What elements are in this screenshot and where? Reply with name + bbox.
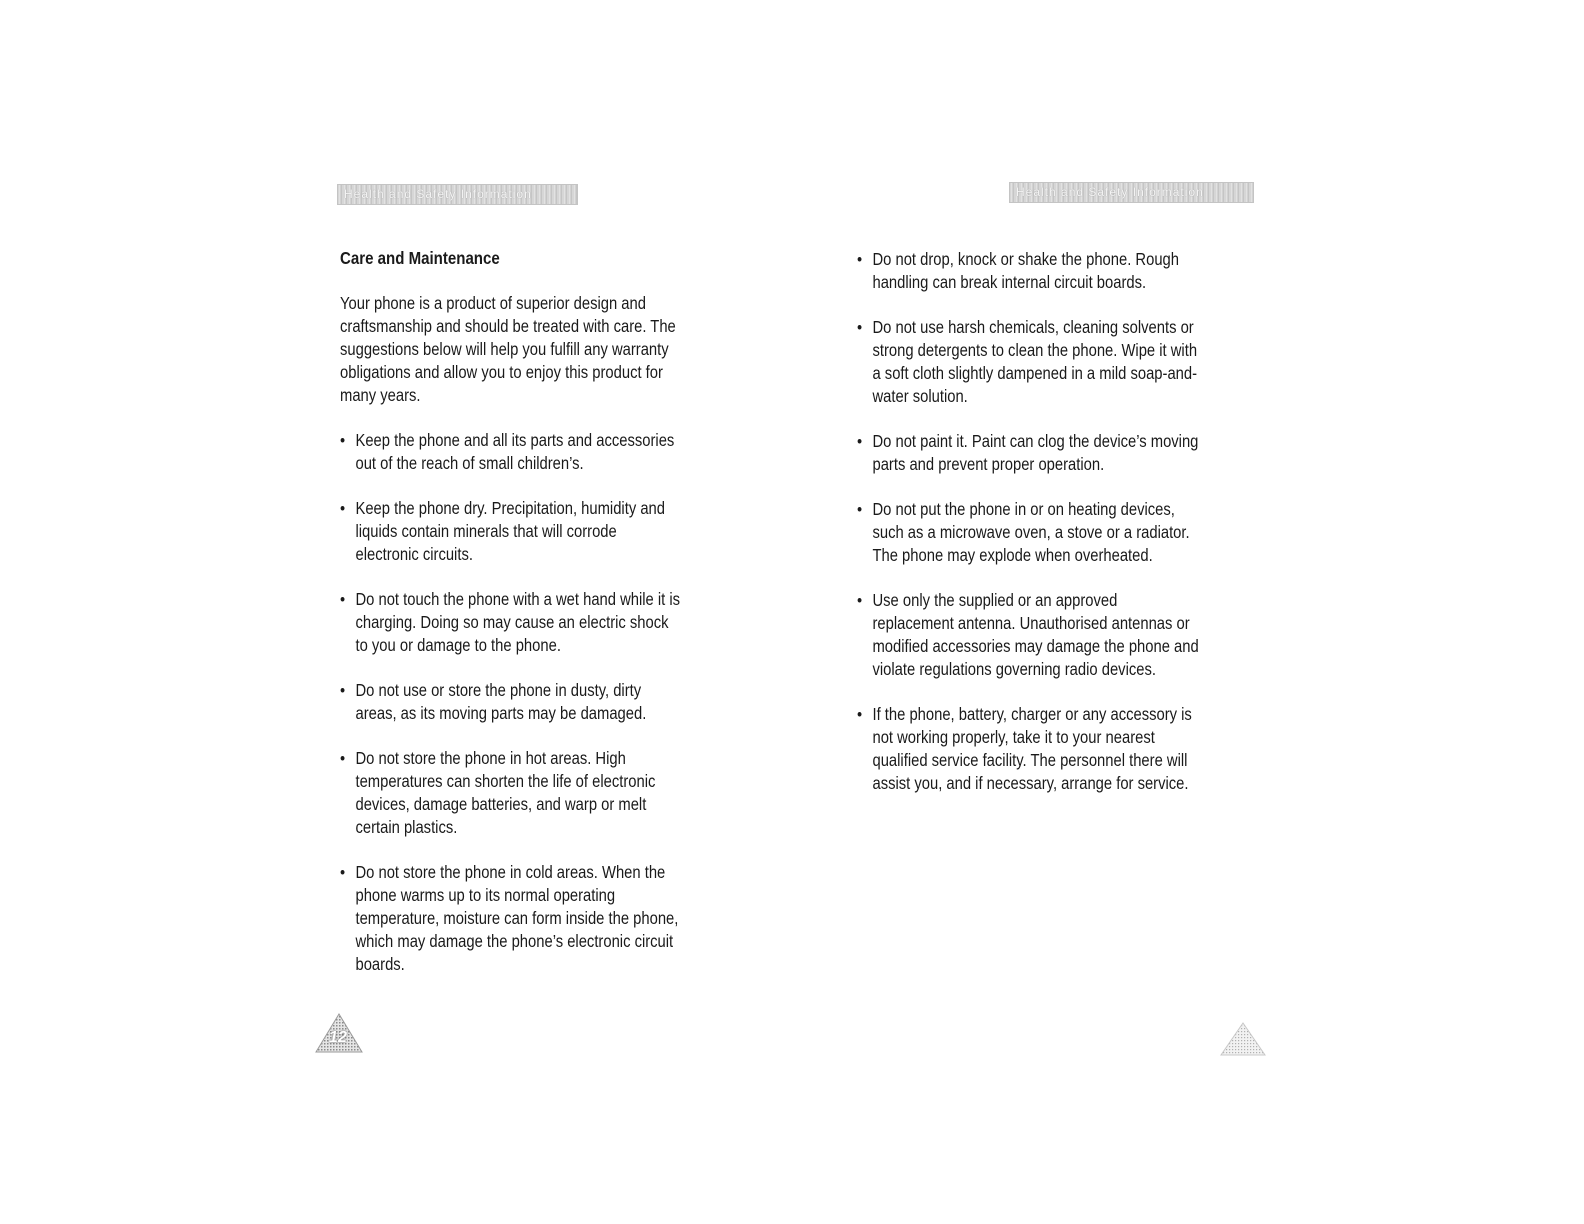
list-item: • Keep the phone dry. Precipitation, humidity and liquids contain minerals that will corrode electronic circuits. (340, 497, 684, 566)
left-section-header-text: Health and Safety Information (344, 187, 532, 201)
intro-paragraph: Your phone is a product of superior design and craftsmanship and should be treated with care. The suggestions below will help you fulfill any warranty obligations and allow you to enjoy this product for many years. (340, 293, 676, 405)
right-page-number-badge (1220, 1022, 1266, 1056)
list-item: • Do not use or store the phone in dusty, dirty areas, as its moving parts may be damaged. (340, 679, 684, 725)
list-item: • Do not store the phone in cold areas. When the phone warms up to its normal operating temperature, moisture can form inside the phone, which may damage the phone’s electronic circuit boards. (340, 861, 684, 976)
list-item: • Do not store the phone in hot areas. High temperatures can shorten the life of electronic devices, damage batteries, and warp or melt certain plastics. (340, 747, 684, 839)
triangle-icon (1220, 1022, 1266, 1056)
right-page-column (857, 248, 1201, 817)
list-item: • Do not put the phone in or on heating devices, such as a microwave oven, a stove or a radiator. The phone may explode when overheated. (857, 498, 1201, 567)
right-section-header (1009, 182, 1254, 203)
list-item: • Use only the supplied or an approved replacement antenna. Unauthorised antennas or modified accessories may damage the phone and violate regulations governing radio devices. (857, 589, 1201, 681)
right-section-header-text: Health and Safety Information (1016, 185, 1204, 199)
left-section-header (337, 184, 578, 205)
list-item: • Do not touch the phone with a wet hand while it is charging. Doing so may cause an electric shock to you or damage to the phone. (340, 588, 684, 657)
list-item: • Do not drop, knock or shake the phone. Rough handling can break internal circuit boards. (857, 248, 1201, 294)
right-bullet-list (857, 248, 1201, 795)
page-title: Care and Maintenance (340, 248, 500, 268)
list-item: • Keep the phone and all its parts and accessories out of the reach of small children’s. (340, 429, 684, 475)
list-item: • If the phone, battery, charger or any accessory is not working properly, take it to your nearest qualified service facility. The personnel there will assist you, and if necessary, arrange for service. (857, 703, 1201, 795)
left-page-column (340, 247, 684, 998)
list-item: • Do not use harsh chemicals, cleaning solvents or strong detergents to clean the phone. Wipe it with a soft cloth slightly dampened in a mild soap-and-water solution. (857, 316, 1201, 408)
list-item: • Do not paint it. Paint can clog the device’s moving parts and prevent proper operation. (857, 430, 1201, 476)
left-page-number-badge (315, 1013, 363, 1053)
page-number: 12 (327, 1029, 349, 1046)
left-bullet-list (340, 429, 684, 976)
